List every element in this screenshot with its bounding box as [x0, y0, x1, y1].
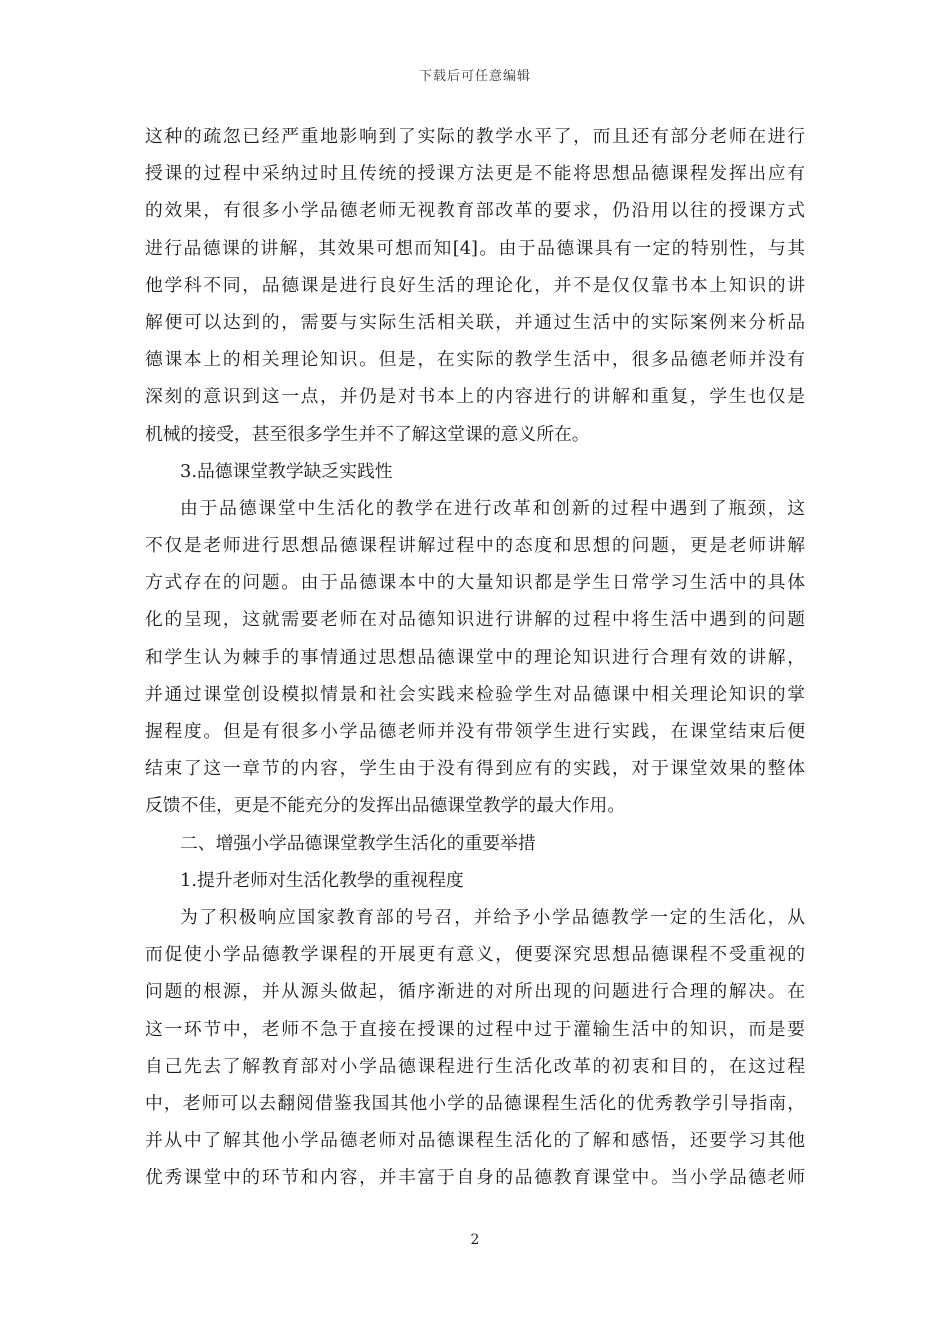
text-line: 并从中了解其他小学品德老师对品德课程生活化的了解和感悟，还要学习其他: [145, 1130, 805, 1152]
text-line: 握程度。但是有很多小学品德老师并没有带领学生进行实践，在课堂结束后便: [145, 721, 805, 742]
text-line: 自己先去了解教育部对小学品德课程进行生活化改革的初衷和目的，在这过程: [145, 1055, 805, 1077]
text-line: 解便可以达到的，需要与实际生活相关联，并通过生活中的实际案例来分析品: [145, 311, 805, 333]
text-line: 不仅是老师进行思想品德课程讲解过程中的态度和思想的问题，更是老师讲解: [145, 535, 805, 557]
text-line: 方式存在的问题。由于品德课本中的大量知识都是学生日常学习生活中的具体: [145, 572, 805, 594]
text-line: 他学科不同，品德课是进行良好生活的理论化，并不是仅仅靠书本上知识的讲: [145, 274, 805, 296]
text-line: 中，老师可以去翻阅借鉴我国其他小学的品德课程生活化的优秀教学引导指南，: [145, 1092, 805, 1114]
page-number: 2: [470, 1232, 480, 1248]
text-line: 由于品德课堂中生活化的教学在进行改革和创新的过程中遇到了瓶颈，这: [180, 497, 805, 519]
text-line: 化的呈现，这就需要老师在对品德知识进行讲解的过程中将生活中遇到的问题: [145, 609, 805, 631]
text-line: 为了积极响应国家教育部的号召，并给予小学品德教学一定的生活化，从: [180, 906, 805, 928]
text-line: 和学生认为棘手的事情通过思想品德课堂中的理论知识进行合理有效的讲解，: [145, 646, 805, 668]
text-line: 而促使小学品德教学课程的开展更有意义，便要深究思想品德课程不受重视的: [145, 944, 805, 966]
text-line: 优秀课堂中的环节和内容，并丰富于自身的品德教育课堂中。当小学品德老师: [145, 1167, 805, 1189]
text-line: 二、增强小学品德课堂教学生活化的重要举措: [180, 832, 536, 854]
document-body: [145, 118, 805, 1196]
text-line: 1.提升老师对生活化教學的重视程度: [180, 869, 464, 891]
text-line: 问题的根源，并从源头做起，循序渐进的对所出现的问题进行合理的解决。在: [145, 981, 805, 1003]
text-line: 3.品德课堂教学缺乏实践性: [180, 460, 393, 482]
text-line: 这种的疏忽已经严重地影响到了实际的教学水平了，而且还有部分老师在进行: [145, 126, 805, 147]
text-line: 并通过课堂创设模拟情景和社会实践来检验学生对品德课中相关理论知识的掌: [145, 683, 805, 705]
page-header: 下载后可任意编辑: [418, 69, 531, 84]
text-line: 授课的过程中采纳过时且传统的授课方法更是不能将思想品德课程发挥出应有: [145, 163, 805, 185]
text-line: 结束了这一章节的内容，学生由于没有得到应有的实践，对于课堂效果的整体: [145, 758, 805, 780]
text-line: 这一环节中，老师不急于直接在授课的过程中过于灌输生活中的知识，而是要: [145, 1018, 805, 1040]
text-line: 德课本上的相关理论知识。但是，在实际的教学生活中，很多品德老师并没有: [145, 349, 805, 371]
text-line: 反馈不佳，更是不能充分的发挥出品德课堂教学的最大作用。: [145, 795, 626, 817]
text-line: 机械的接受，甚至很多学生并不了解这堂课的意义所在。: [145, 423, 590, 445]
text-line: 深刻的意识到这一点，并仍是对书本上的内容进行的讲解和重复，学生也仅是: [145, 386, 805, 408]
text-line: 的效果，有很多小学品德老师无视教育部改革的要求，仍沿用以往的授课方式: [145, 200, 805, 222]
text-line: 进行品德课的讲解，其效果可想而知[4]。由于品德课具有一定的特别性，与其: [145, 237, 805, 259]
